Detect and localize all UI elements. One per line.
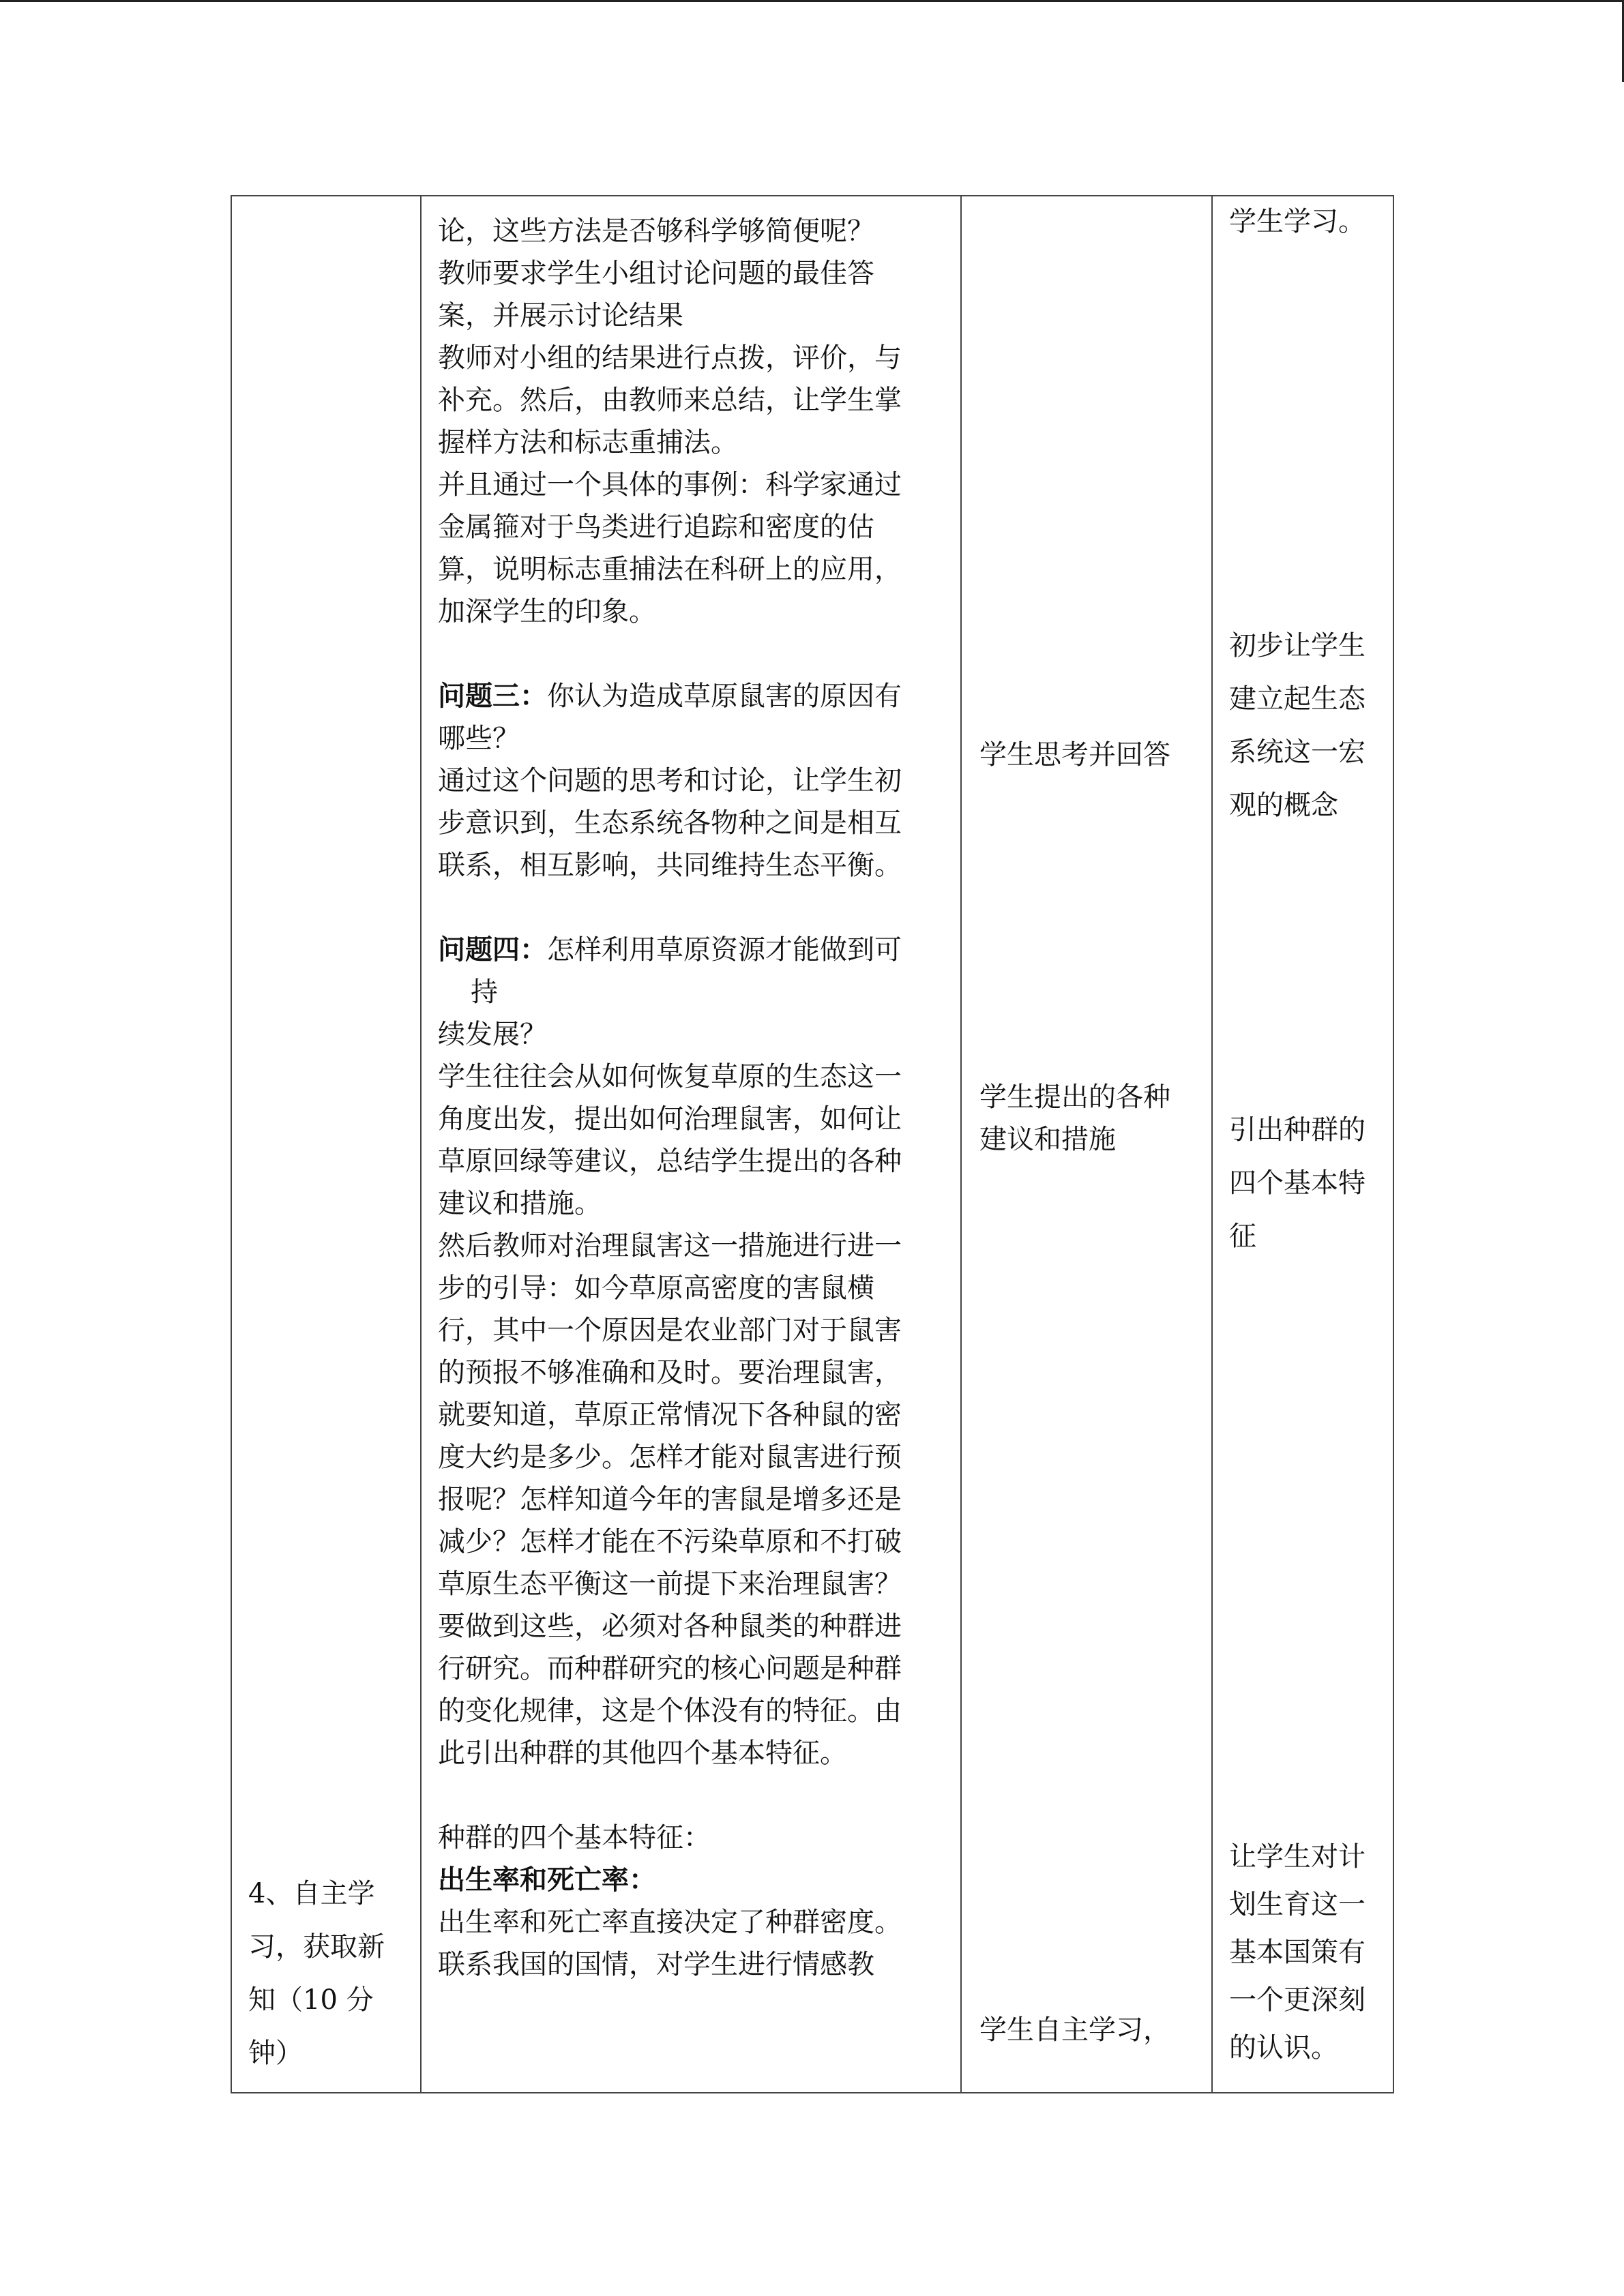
question-label: 问题三： [438, 680, 547, 712]
subsection-heading: 出生率和死亡率： [438, 1864, 656, 1896]
design-intent-text: 学生学习。 [1229, 206, 1365, 237]
stage-cell [231, 196, 421, 2093]
design-intent-text: 初步让学生 建立起生态 系统这一宏 观的概念 [1229, 630, 1365, 821]
question-three: 问题三：你认为造成草原鼠害的原因有 哪些？ [438, 680, 902, 754]
question-text: 你认为造成草原鼠害的原因有 [547, 681, 902, 712]
student-activity-cell [961, 196, 1212, 2093]
top-border-line [0, 0, 1624, 2]
paragraph: 然后教师对治理鼠害这一措施进行进一 步的引导：如今草原高密度的害鼠横 行，其中一个原因是农业部门对于鼠害 的预报不够准确和及时。要治理鼠害， 就要知道，草原正常情况下各种鼠的密 度大约是多少。怎样才能对鼠害进行预 报呢？怎样知道今年的害鼠是增多还是 减少？怎样才能在不污染草原和不打破 草原生态平衡这一前提下来治理鼠害？ 要做到这些，必须对各种鼠类的种群进 行研究。而种群研究的核心问题是种群 的变化规律，这是个体没有的特征。由 此引出种群的其他四个基本特征。 [438, 1230, 902, 1769]
stage-label [248, 1867, 385, 2080]
question-text: 怎样利用草原资源才能做到可 [547, 934, 902, 966]
student-activity-text: 学生思考并回答 [979, 739, 1170, 771]
student-activity-text: 学生提出的各种 建议和措施 [979, 1082, 1170, 1155]
paragraph: 教师对小组的结果进行点拨，评价，与 补充。然后，由教师来总结，让学生掌 握样方法和标志重捕法。 [438, 342, 902, 458]
teacher-activity-cell [421, 196, 961, 2093]
design-intent-text: 让学生对计 划生育这一 基本国策有 一个更深刻 的认识。 [1229, 1841, 1365, 2063]
stage-line: 钟） [248, 2038, 303, 2069]
paragraph: 学生往往会从如何恢复草原的生态这一 角度出发，提出如何治理鼠害，如何让 草原回绿等建议，总结学生提出的各种 建议和措施。 [438, 1061, 902, 1219]
stage-line: 4、自主学 [248, 1878, 375, 1909]
question-label: 问题四： [438, 934, 547, 966]
section-heading: 种群的四个基本特征： [438, 1822, 711, 1853]
design-intent-text: 引出种群的 四个基本特 征 [1229, 1114, 1365, 1252]
question-four: 问题四：怎样利用草原资源才能做到可 持 续发展？ [438, 934, 902, 1050]
paragraph: 论，这些方法是否够科学够简便呢？ [438, 215, 874, 247]
paragraph: 教师要求学生小组讨论问题的最佳答 案，并展示讨论结果 [438, 258, 874, 331]
paragraph: 通过这个问题的思考和讨论，让学生初 步意识到，生态系统各物种之间是相互 联系，相互影响，共同维持生态平衡。 [438, 765, 902, 881]
design-intent-cell [1212, 196, 1393, 2093]
lesson-plan-table [231, 195, 1394, 2093]
table-row [231, 196, 1393, 2093]
student-activity-text: 学生自主学习， [979, 2014, 1170, 2046]
paragraph: 并且通过一个具体的事例：科学家通过 金属箍对于鸟类进行追踪和密度的估 算，说明标志重捕法在科研上的应用， 加深学生的印象。 [438, 469, 902, 627]
stage-line: 知（10 分 [248, 1984, 374, 2016]
teacher-activity-content [422, 196, 960, 1986]
paragraph: 出生率和死亡率直接决定了种群密度。 联系我国的国情，对学生进行情感教 [438, 1907, 902, 1980]
stage-line: 习，获取新 [248, 1931, 385, 1963]
